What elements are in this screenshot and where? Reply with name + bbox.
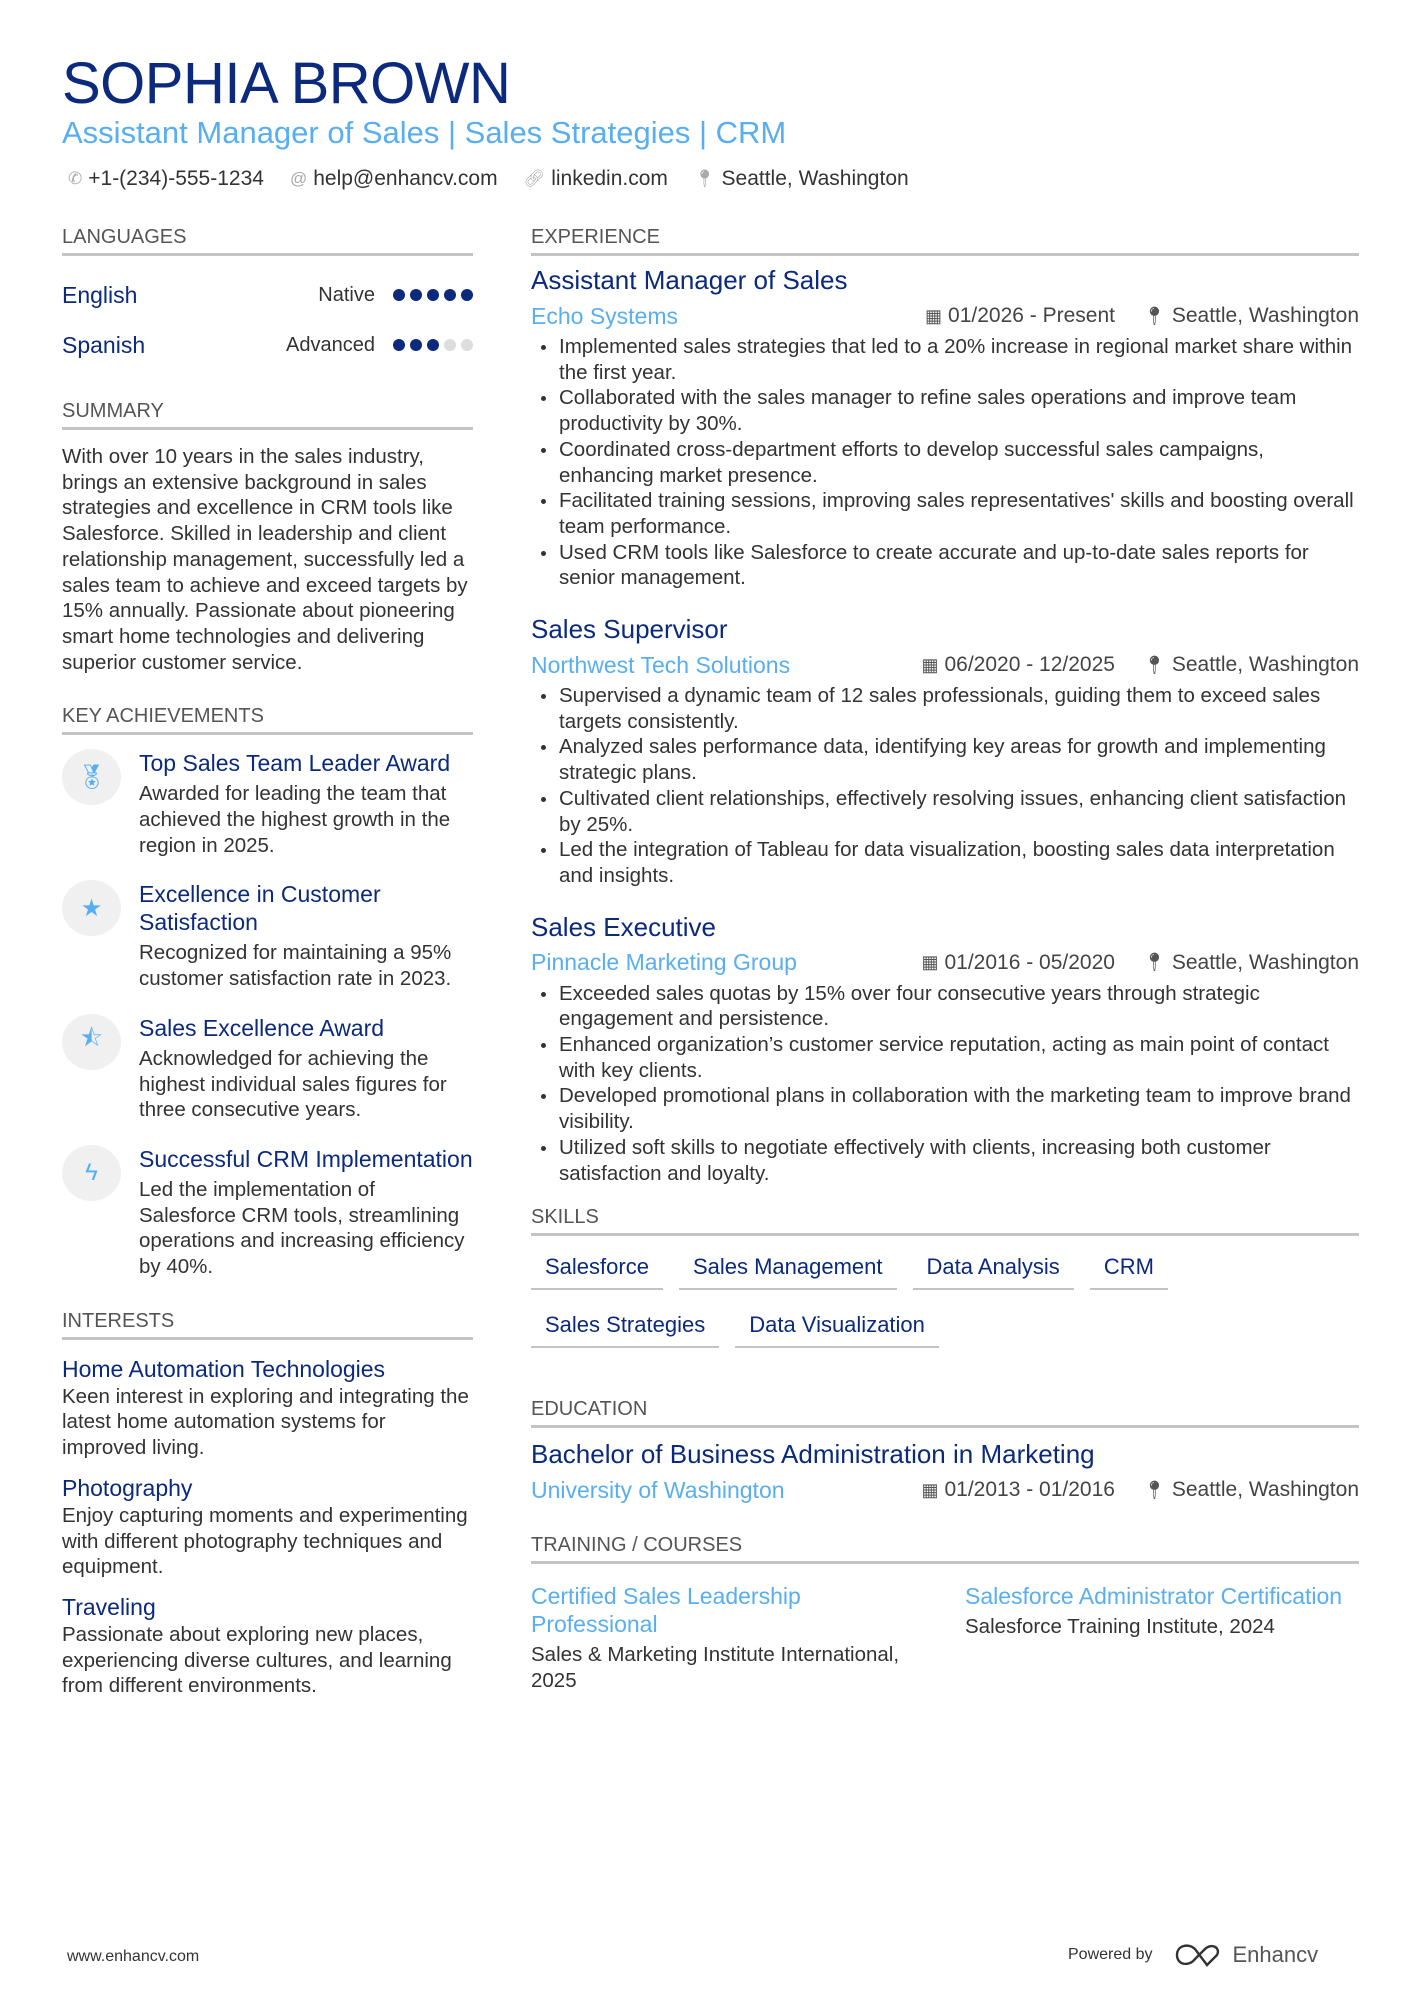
interests-section — [62, 1310, 473, 1699]
bullet-item: Coordinated cross-department efforts to develop successful sales campaigns, enhancing market presence. — [531, 437, 1359, 488]
linkedin-text[interactable]: linkedin.com — [551, 167, 668, 190]
skill-tag: Sales Strategies — [531, 1308, 719, 1348]
job-dates — [925, 304, 1115, 328]
rating-dot — [444, 339, 456, 351]
candidate-title: Assistant Manager of Sales | Sales Strategies | CRM — [62, 115, 787, 150]
contact-bar — [68, 167, 909, 191]
job-meta-row — [531, 647, 1359, 683]
company-name: Echo Systems — [531, 302, 678, 329]
achievement-body — [139, 1014, 473, 1123]
interest-title: Home Automation Technologies — [62, 1355, 386, 1382]
achievement-body — [139, 749, 473, 858]
location-icon: 📍︎ — [1142, 654, 1166, 675]
achievement-title: Sales Excellence Award — [139, 1014, 385, 1041]
skill-tag: Data Visualization — [735, 1308, 939, 1348]
bullet-item: Enhanced organization’s customer service reputation, acting as main point of contact with key clients. — [531, 1032, 1359, 1083]
language-item — [62, 320, 473, 370]
rating-dot — [427, 339, 439, 351]
link-icon: 🔗︎ — [523, 169, 546, 188]
right-column — [531, 226, 1359, 1694]
email-text[interactable]: help@enhancv.com — [313, 167, 498, 190]
job-entry — [531, 909, 1359, 1187]
enhancv-logo — [1175, 1942, 1319, 1968]
brand-text: Enhancv — [1232, 1942, 1319, 1967]
job-title: Assistant Manager of Sales — [531, 265, 848, 295]
job-meta-row — [531, 945, 1359, 981]
skill-tag: Data Analysis — [913, 1250, 1074, 1290]
achievement-title: Top Sales Team Leader Award — [139, 750, 451, 777]
skill-tag: Sales Management — [679, 1250, 897, 1290]
left-column — [62, 226, 473, 1729]
company-name: Pinnacle Marketing Group — [531, 949, 797, 976]
job-location — [1143, 304, 1359, 328]
bullet-item: Collaborated with the sales manager to refine sales operations and improve team productivity by 30%. — [531, 385, 1359, 436]
job-location — [1143, 653, 1359, 677]
bullet-item: Facilitated training sessions, improving sales representatives' skills and boosting overall team performance. — [531, 488, 1359, 539]
training-text: Salesforce Training Institute, 2024 — [965, 1615, 1275, 1639]
section-heading: SKILLS — [531, 1206, 1359, 1236]
achievement-text: Acknowledged for achieving the highest individual sales figures for three consecutive years. — [139, 1046, 447, 1122]
language-rating — [393, 289, 473, 301]
education-dates — [921, 1478, 1115, 1502]
interest-item — [62, 1592, 473, 1699]
achievement-item — [62, 880, 473, 991]
location-icon: 📍︎ — [1142, 1479, 1166, 1500]
contact-linkedin[interactable] — [524, 167, 668, 191]
achievement-text: Led the implementation of Salesforce CRM tools, streamlining operations and increasing efficiency by 40%. — [139, 1177, 465, 1279]
education-section — [531, 1398, 1359, 1508]
location-text: Seattle, Washington — [1171, 304, 1359, 327]
enhancv-logo-icon — [1175, 1943, 1223, 1967]
section-heading: TRAINING / COURSES — [531, 1534, 1359, 1564]
bullet-item: Utilized soft skills to negotiate effectively with clients, increasing both customer satisfaction and loyalty. — [531, 1135, 1359, 1186]
powered-by-text: Powered by — [1068, 1946, 1153, 1963]
rating-dot — [427, 289, 439, 301]
location-text: Seattle, Washington — [1171, 950, 1359, 974]
skill-tag: CRM — [1090, 1250, 1168, 1290]
languages-section — [62, 226, 473, 370]
bullet-item: Implemented sales strategies that led to a 20% increase in regional market share within the first year. — [531, 334, 1359, 385]
interest-text: Enjoy capturing moments and experimenting with different photography techniques and equipment. — [62, 1503, 468, 1579]
job-entry — [531, 262, 1359, 591]
job-bullets — [531, 334, 1359, 591]
achievement-item — [62, 1014, 473, 1123]
bullet-item: Exceeded sales quotas by 15% over four consecutive years through strategic engagement and persistence. — [531, 981, 1359, 1032]
job-title: Sales Executive — [531, 911, 716, 942]
achievement-item — [62, 1145, 473, 1280]
bullet-item: Cultivated client relationships, effectively resolving issues, enhancing client satisfaction by 25%. — [531, 786, 1359, 837]
training-section — [531, 1534, 1359, 1693]
job-dates — [921, 951, 1115, 975]
language-rating — [393, 339, 473, 351]
rating-dot — [410, 339, 422, 351]
dates-text: 01/2016 - 05/2020 — [944, 950, 1115, 974]
calendar-icon: ▦ — [921, 952, 939, 973]
experience-section — [531, 226, 1359, 1186]
language-name: Spanish — [62, 331, 146, 358]
location-icon: 📍︎ — [1142, 952, 1166, 973]
job-title: Sales Supervisor — [531, 614, 728, 645]
language-level: Native — [318, 283, 375, 306]
section-heading: INTERESTS — [62, 1310, 473, 1340]
phone-text: +1-(234)-555-1234 — [88, 167, 264, 190]
training-item — [965, 1582, 1359, 1693]
phone-icon: ✆ — [68, 169, 83, 188]
achievements-section — [62, 705, 473, 1279]
rating-dot — [461, 339, 473, 351]
achievement-title: Excellence in Customer Satisfaction — [139, 881, 381, 936]
footer-website[interactable]: www.enhancv.com — [67, 1948, 200, 1965]
contact-email[interactable] — [290, 167, 498, 191]
achievement-body — [139, 1145, 473, 1280]
candidate-name: SOPHIA BROWN — [62, 51, 511, 116]
job-bullets — [531, 981, 1359, 1187]
section-heading: EDUCATION — [531, 1398, 1359, 1428]
rating-dot — [461, 289, 473, 301]
interest-item — [62, 1473, 473, 1580]
skills-section — [531, 1206, 1359, 1348]
calendar-icon: ▦ — [921, 654, 939, 675]
job-meta-row — [531, 298, 1359, 334]
rating-dot — [444, 289, 456, 301]
location-text: Seattle, Washington — [1171, 653, 1359, 677]
dates-text: 01/2026 - Present — [948, 304, 1115, 327]
achievement-body — [139, 880, 473, 991]
degree: Bachelor of Business Administration in Marketing — [531, 1439, 1095, 1470]
interest-item — [62, 1354, 473, 1461]
rating-dot — [393, 289, 405, 301]
education-location — [1143, 1478, 1359, 1502]
bullet-item: Supervised a dynamic team of 12 sales professionals, guiding them to exceed sales targets consistently. — [531, 683, 1359, 734]
dates-text: 06/2020 - 12/2025 — [944, 653, 1115, 677]
bullet-item: Analyzed sales performance data, identifying key areas for growth and implementing strategic plans. — [531, 734, 1359, 785]
achievement-text: Recognized for maintaining a 95% customer satisfaction rate in 2023. — [139, 941, 452, 991]
skill-tag: Salesforce — [531, 1250, 663, 1290]
bullet-item: Led the integration of Tableau for data visualization, boosting sales data interpretation and insights. — [531, 837, 1359, 888]
calendar-icon: ▦ — [921, 1479, 939, 1500]
location-icon: 📍︎ — [693, 169, 716, 188]
at-icon: @ — [289, 169, 308, 188]
achievement-text: Awarded for leading the team that achieved the highest growth in the region in 2025. — [139, 782, 451, 857]
job-entry — [531, 611, 1359, 889]
bolt-icon: ϟ — [62, 1145, 121, 1201]
location-icon: 📍︎ — [1142, 305, 1166, 326]
summary-section — [62, 400, 473, 675]
achievement-item — [62, 749, 473, 858]
job-bullets — [531, 683, 1359, 889]
interest-title: Traveling — [62, 1593, 156, 1620]
summary-text: With over 10 years in the sales industry, brings an extensive background in sales strategies and excellence in CRM tools like Salesforce. Skilled in leadership and client relationship management, successfully led a sales team to achieve and exceed targets by 15% annually. Passionate about pioneering smart home technologies and delivering superior customer service. — [62, 445, 468, 674]
contact-phone — [68, 167, 264, 191]
location-text: Seattle, Washington — [721, 167, 909, 190]
section-heading: SUMMARY — [62, 400, 473, 430]
language-name: English — [62, 281, 138, 308]
rating-dot — [410, 289, 422, 301]
dates-text: 01/2013 - 01/2016 — [944, 1478, 1115, 1502]
training-text: Sales & Marketing Institute International, 2025 — [531, 1643, 900, 1692]
training-title: Salesforce Administrator Certification — [965, 1583, 1343, 1610]
interest-title: Photography — [62, 1474, 193, 1501]
company-name: Northwest Tech Solutions — [531, 651, 791, 678]
section-heading: LANGUAGES — [62, 226, 473, 256]
award-icon: 🏅︎ — [62, 749, 121, 805]
training-item — [531, 1582, 925, 1693]
footer-powered — [1068, 1942, 1318, 1968]
bullet-item: Used CRM tools like Salesforce to create accurate and up-to-date sales reports for senior management. — [531, 540, 1359, 591]
language-level: Advanced — [286, 333, 375, 356]
interest-text: Passionate about exploring new places, experiencing diverse cultures, and learning from different environments. — [62, 1622, 452, 1698]
school: University of Washington — [531, 1476, 785, 1503]
contact-location — [694, 167, 909, 191]
bullet-item: Developed promotional plans in collaboration with the marketing team to improve brand visibility. — [531, 1083, 1359, 1134]
job-location — [1143, 951, 1359, 975]
rating-dot — [393, 339, 405, 351]
half-star-icon: ⯪ — [62, 1014, 121, 1070]
achievement-title: Successful CRM Implementation — [139, 1145, 473, 1172]
training-title: Certified Sales Leadership Professional — [531, 1583, 801, 1638]
section-heading: EXPERIENCE — [531, 226, 1359, 256]
language-item — [62, 270, 473, 320]
job-dates — [921, 653, 1115, 677]
location-text: Seattle, Washington — [1171, 1478, 1359, 1502]
interest-text: Keen interest in exploring and integrating the latest home automation systems for improved living. — [62, 1384, 469, 1460]
section-heading: KEY ACHIEVEMENTS — [62, 705, 473, 735]
calendar-icon: ▦ — [925, 305, 943, 326]
star-icon: ★ — [62, 880, 121, 936]
